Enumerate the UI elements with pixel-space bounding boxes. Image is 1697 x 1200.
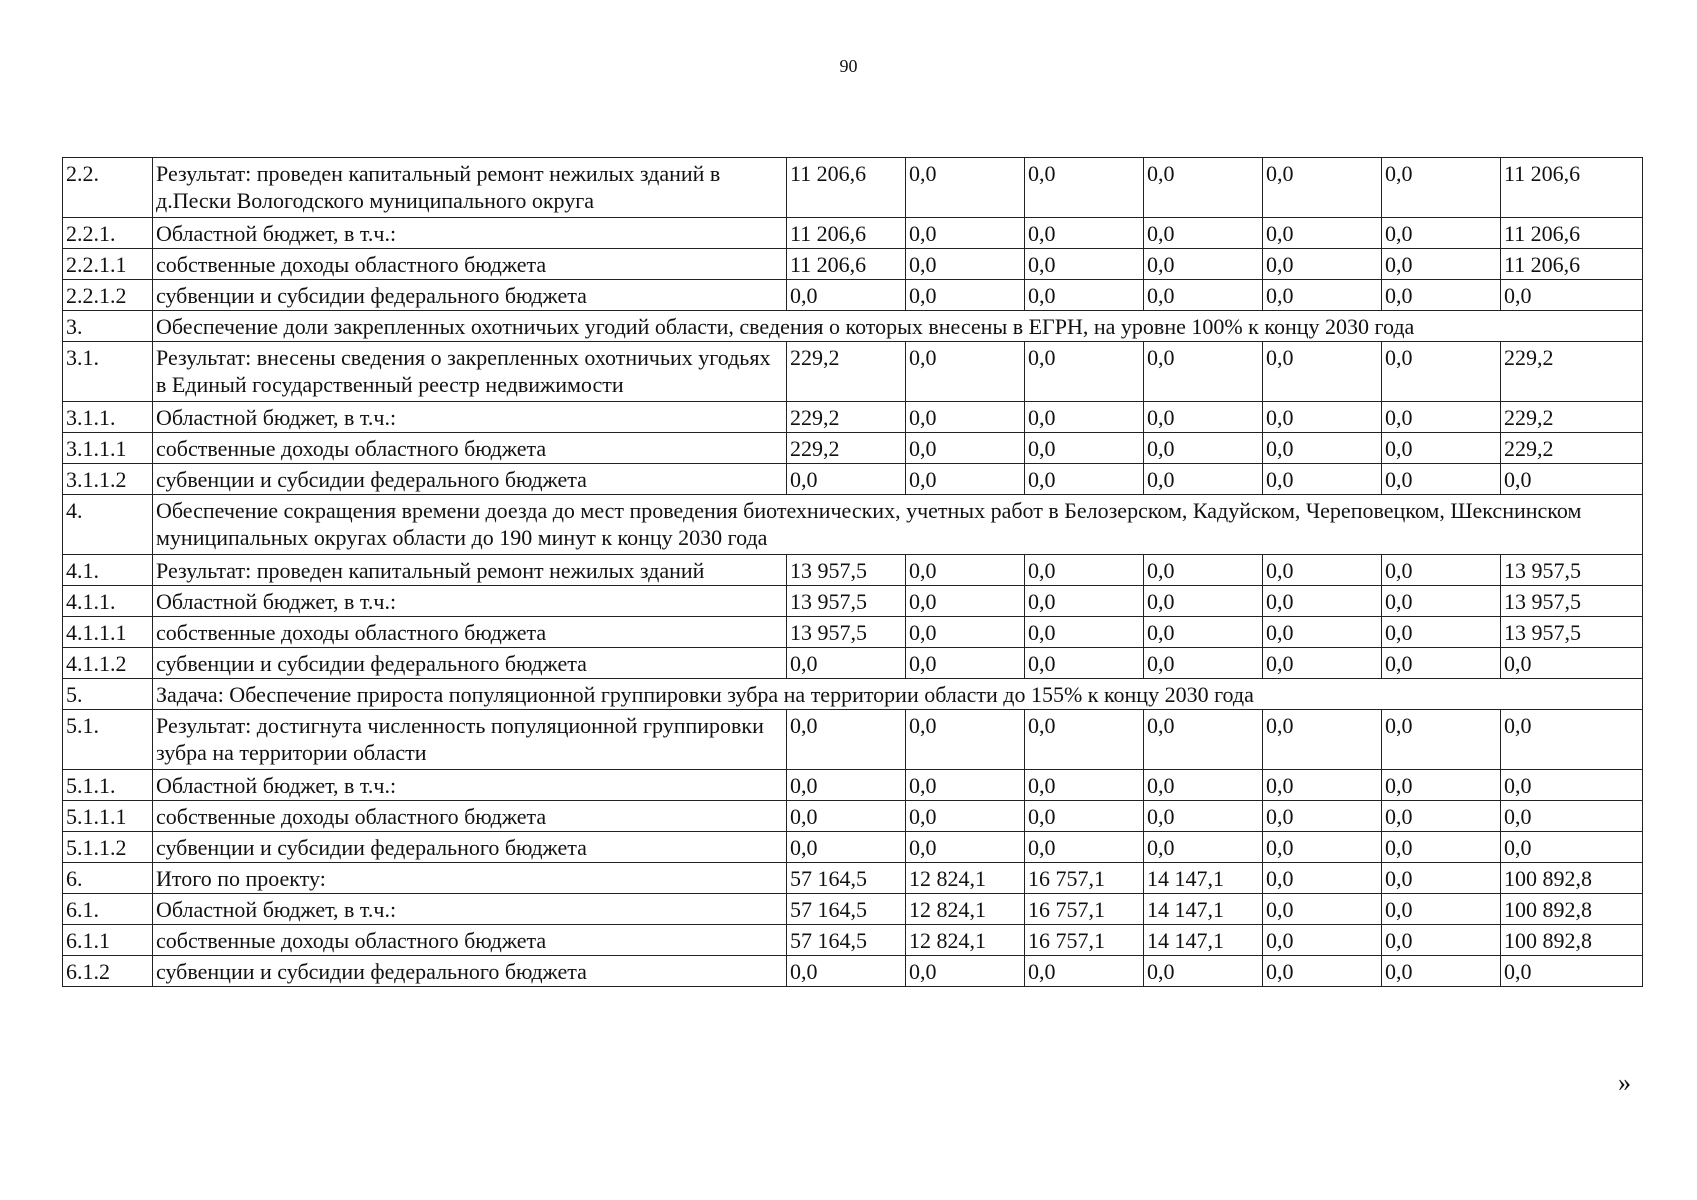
- row-total-value: 100 892,8: [1501, 894, 1643, 925]
- row-code: 2.2.: [63, 158, 153, 218]
- row-code: 4.1.: [63, 555, 153, 586]
- row-total-value: 229,2: [1501, 402, 1643, 433]
- row-value: 0,0: [906, 402, 1025, 433]
- row-value: 0,0: [906, 648, 1025, 679]
- row-value: 0,0: [1382, 218, 1501, 249]
- row-value: 0,0: [906, 586, 1025, 617]
- row-value: 0,0: [1382, 894, 1501, 925]
- row-value: 0,0: [1263, 863, 1382, 894]
- row-label: субвенции и субсидии федерального бюджета: [153, 464, 787, 495]
- row-label: Областной бюджет, в т.ч.:: [153, 770, 787, 801]
- row-value: 0,0: [1263, 402, 1382, 433]
- row-value: 0,0: [906, 280, 1025, 311]
- row-value: 0,0: [906, 801, 1025, 832]
- row-value: 0,0: [1382, 710, 1501, 770]
- row-code: 3.1.: [63, 342, 153, 402]
- table-row: [63, 925, 1643, 956]
- row-label: Областной бюджет, в т.ч.:: [153, 402, 787, 433]
- row-value: 0,0: [906, 710, 1025, 770]
- row-value: 0,0: [1263, 342, 1382, 402]
- row-value: 0,0: [787, 801, 906, 832]
- row-value: 13 957,5: [787, 586, 906, 617]
- row-value: 12 824,1: [906, 925, 1025, 956]
- row-label: Областной бюджет, в т.ч.:: [153, 586, 787, 617]
- row-value: 0,0: [1144, 433, 1263, 464]
- table-body: [63, 158, 1643, 987]
- table-row: [63, 586, 1643, 617]
- row-code: 3.1.1.2: [63, 464, 153, 495]
- row-value: 11 206,6: [787, 218, 906, 249]
- row-total-value: 100 892,8: [1501, 925, 1643, 956]
- row-code: 3.: [63, 311, 153, 342]
- row-label: собственные доходы областного бюджета: [153, 249, 787, 280]
- row-total-value: 0,0: [1501, 648, 1643, 679]
- row-code: 3.1.1.1: [63, 433, 153, 464]
- table-row: [63, 894, 1643, 925]
- table-row: [63, 218, 1643, 249]
- row-value: 0,0: [1144, 158, 1263, 218]
- row-value: 0,0: [906, 464, 1025, 495]
- row-value: 12 824,1: [906, 863, 1025, 894]
- row-value: 0,0: [906, 555, 1025, 586]
- row-value: 0,0: [906, 770, 1025, 801]
- table-section-row: [63, 311, 1643, 342]
- row-value: 0,0: [1382, 158, 1501, 218]
- continuation-mark: »: [1618, 1068, 1631, 1097]
- row-value: 0,0: [1144, 218, 1263, 249]
- row-label: Обеспечение сокращения времени доезда до мест проведения биотехнических, учетных работ в Белозерском, Кадуйском, Череповецком, Шекснинском муниципальных округах области до 190 минут к концу 2030 года: [153, 495, 1643, 555]
- row-value: 0,0: [1025, 218, 1144, 249]
- row-total-value: 13 957,5: [1501, 586, 1643, 617]
- table-row: [63, 280, 1643, 311]
- row-value: 0,0: [1263, 801, 1382, 832]
- row-total-value: 13 957,5: [1501, 555, 1643, 586]
- row-code: 6.1.2: [63, 956, 153, 987]
- row-value: 0,0: [1382, 832, 1501, 863]
- row-code: 4.1.1.1: [63, 617, 153, 648]
- row-label: Областной бюджет, в т.ч.:: [153, 218, 787, 249]
- row-code: 5.1.1.: [63, 770, 153, 801]
- row-value: 0,0: [787, 956, 906, 987]
- row-value: 0,0: [1144, 342, 1263, 402]
- row-value: 0,0: [1382, 617, 1501, 648]
- row-value: 0,0: [906, 218, 1025, 249]
- row-value: 0,0: [1025, 342, 1144, 402]
- row-code: 2.2.1.2: [63, 280, 153, 311]
- row-value: 0,0: [1382, 863, 1501, 894]
- row-total-value: 0,0: [1501, 280, 1643, 311]
- row-label: собственные доходы областного бюджета: [153, 433, 787, 464]
- row-value: 0,0: [1263, 956, 1382, 987]
- row-code: 5.: [63, 679, 153, 710]
- table-row: [63, 770, 1643, 801]
- row-code: 5.1.1.1: [63, 801, 153, 832]
- row-total-value: 0,0: [1501, 710, 1643, 770]
- row-label: субвенции и субсидии федерального бюджета: [153, 280, 787, 311]
- row-value: 0,0: [1382, 770, 1501, 801]
- table-row: [63, 158, 1643, 218]
- row-value: 13 957,5: [787, 617, 906, 648]
- row-code: 4.: [63, 495, 153, 555]
- row-value: 0,0: [1144, 770, 1263, 801]
- row-value: 0,0: [1382, 801, 1501, 832]
- row-value: 0,0: [1382, 402, 1501, 433]
- row-code: 3.1.1.: [63, 402, 153, 433]
- row-value: 0,0: [1025, 464, 1144, 495]
- row-value: 0,0: [1025, 710, 1144, 770]
- row-value: 0,0: [1144, 586, 1263, 617]
- row-value: 0,0: [1144, 249, 1263, 280]
- row-value: 0,0: [1144, 956, 1263, 987]
- row-label: Областной бюджет, в т.ч.:: [153, 894, 787, 925]
- row-value: 16 757,1: [1025, 894, 1144, 925]
- row-value: 0,0: [787, 832, 906, 863]
- row-label: субвенции и субсидии федерального бюджета: [153, 648, 787, 679]
- row-value: 57 164,5: [787, 925, 906, 956]
- row-value: 0,0: [1025, 158, 1144, 218]
- row-value: 0,0: [1382, 433, 1501, 464]
- row-value: 0,0: [1263, 894, 1382, 925]
- table-row: [63, 464, 1643, 495]
- row-value: 0,0: [1025, 555, 1144, 586]
- row-value: 0,0: [1382, 586, 1501, 617]
- row-total-value: 11 206,6: [1501, 218, 1643, 249]
- table-row: [63, 801, 1643, 832]
- row-label: субвенции и субсидии федерального бюджета: [153, 832, 787, 863]
- table-row: [63, 956, 1643, 987]
- row-value: 0,0: [1263, 158, 1382, 218]
- row-value: 14 147,1: [1144, 925, 1263, 956]
- row-label: Результат: достигнута численность популяционной группировки зубра на территории области: [153, 710, 787, 770]
- row-code: 2.2.1.1: [63, 249, 153, 280]
- row-value: 0,0: [1263, 710, 1382, 770]
- row-total-value: 0,0: [1501, 832, 1643, 863]
- row-total-value: 11 206,6: [1501, 158, 1643, 218]
- row-value: 0,0: [1263, 249, 1382, 280]
- row-value: 0,0: [906, 342, 1025, 402]
- row-value: 0,0: [1263, 586, 1382, 617]
- row-value: 0,0: [787, 280, 906, 311]
- row-value: 0,0: [787, 464, 906, 495]
- row-value: 0,0: [906, 956, 1025, 987]
- table-section-row: [63, 495, 1643, 555]
- row-value: 0,0: [1025, 832, 1144, 863]
- row-value: 12 824,1: [906, 894, 1025, 925]
- row-value: 0,0: [1025, 249, 1144, 280]
- row-value: 0,0: [1025, 280, 1144, 311]
- row-label: субвенции и субсидии федерального бюджета: [153, 956, 787, 987]
- row-value: 0,0: [1263, 433, 1382, 464]
- row-label: Задача: Обеспечение прироста популяционной группировки зубра на территории области до 155% к концу 2030 года: [153, 679, 1643, 710]
- row-value: 14 147,1: [1144, 894, 1263, 925]
- row-value: 0,0: [1025, 770, 1144, 801]
- row-code: 5.1.1.2: [63, 832, 153, 863]
- row-value: 0,0: [1263, 555, 1382, 586]
- row-value: 0,0: [1144, 801, 1263, 832]
- row-total-value: 13 957,5: [1501, 617, 1643, 648]
- table-row: [63, 555, 1643, 586]
- row-total-value: 11 206,6: [1501, 249, 1643, 280]
- table-row: [63, 710, 1643, 770]
- row-value: 11 206,6: [787, 158, 906, 218]
- row-label: Обеспечение доли закрепленных охотничьих угодий области, сведения о которых внесены в ЕГРН, на уровне 100% к концу 2030 года: [153, 311, 1643, 342]
- row-value: 0,0: [1144, 832, 1263, 863]
- table-row: [63, 648, 1643, 679]
- row-value: 0,0: [1382, 249, 1501, 280]
- budget-table: [62, 157, 1643, 987]
- row-value: 0,0: [1263, 770, 1382, 801]
- row-value: 0,0: [1144, 555, 1263, 586]
- table-section-row: [63, 679, 1643, 710]
- row-value: 0,0: [1144, 710, 1263, 770]
- row-value: 0,0: [787, 770, 906, 801]
- row-code: 6.1.: [63, 894, 153, 925]
- row-value: 229,2: [787, 342, 906, 402]
- table-row: [63, 863, 1643, 894]
- row-value: 0,0: [1263, 280, 1382, 311]
- row-value: 0,0: [1025, 648, 1144, 679]
- table-row: [63, 342, 1643, 402]
- row-code: 6.: [63, 863, 153, 894]
- row-label: Результат: проведен капитальный ремонт нежилых зданий: [153, 555, 787, 586]
- row-value: 229,2: [787, 433, 906, 464]
- row-value: 229,2: [787, 402, 906, 433]
- row-value: 0,0: [787, 710, 906, 770]
- row-value: 0,0: [1382, 925, 1501, 956]
- row-value: 0,0: [1144, 280, 1263, 311]
- row-total-value: 0,0: [1501, 956, 1643, 987]
- table-row: [63, 433, 1643, 464]
- row-value: 0,0: [1382, 555, 1501, 586]
- table-row: [63, 832, 1643, 863]
- row-label: Итого по проекту:: [153, 863, 787, 894]
- row-value: 0,0: [1382, 464, 1501, 495]
- row-value: 0,0: [1025, 586, 1144, 617]
- row-value: 0,0: [906, 832, 1025, 863]
- row-total-value: 229,2: [1501, 433, 1643, 464]
- row-code: 4.1.1.: [63, 586, 153, 617]
- page-number: 90: [839, 56, 858, 76]
- table-row: [63, 249, 1643, 280]
- row-value: 0,0: [1263, 617, 1382, 648]
- row-value: 57 164,5: [787, 894, 906, 925]
- row-value: 13 957,5: [787, 555, 906, 586]
- row-value: 0,0: [1382, 956, 1501, 987]
- row-label: собственные доходы областного бюджета: [153, 801, 787, 832]
- row-value: 0,0: [1025, 402, 1144, 433]
- row-value: 16 757,1: [1025, 863, 1144, 894]
- row-value: 0,0: [1144, 402, 1263, 433]
- row-value: 0,0: [1382, 648, 1501, 679]
- row-total-value: 0,0: [1501, 801, 1643, 832]
- row-value: 0,0: [1025, 617, 1144, 648]
- row-value: 57 164,5: [787, 863, 906, 894]
- row-value: 0,0: [1144, 464, 1263, 495]
- row-label: собственные доходы областного бюджета: [153, 925, 787, 956]
- row-value: 0,0: [1263, 464, 1382, 495]
- row-value: 0,0: [1144, 648, 1263, 679]
- row-code: 4.1.1.2: [63, 648, 153, 679]
- row-value: 16 757,1: [1025, 925, 1144, 956]
- row-code: 2.2.1.: [63, 218, 153, 249]
- row-value: 14 147,1: [1144, 863, 1263, 894]
- row-value: 0,0: [1025, 801, 1144, 832]
- table-row: [63, 402, 1643, 433]
- row-value: 0,0: [1382, 280, 1501, 311]
- row-total-value: 229,2: [1501, 342, 1643, 402]
- row-value: 0,0: [906, 249, 1025, 280]
- row-label: Результат: проведен капитальный ремонт нежилых зданий в д.Пески Вологодского муниципального округа: [153, 158, 787, 218]
- row-value: 0,0: [1382, 342, 1501, 402]
- row-value: 0,0: [1144, 617, 1263, 648]
- row-value: 11 206,6: [787, 249, 906, 280]
- row-label: собственные доходы областного бюджета: [153, 617, 787, 648]
- row-value: 0,0: [1025, 956, 1144, 987]
- row-value: 0,0: [1263, 925, 1382, 956]
- row-value: 0,0: [1263, 832, 1382, 863]
- row-label: Результат: внесены сведения о закрепленных охотничьих угодьях в Единый государственный реестр недвижимости: [153, 342, 787, 402]
- row-value: 0,0: [1263, 648, 1382, 679]
- row-value: 0,0: [906, 158, 1025, 218]
- table-row: [63, 617, 1643, 648]
- row-code: 6.1.1: [63, 925, 153, 956]
- row-code: 5.1.: [63, 710, 153, 770]
- row-value: 0,0: [906, 433, 1025, 464]
- row-total-value: 0,0: [1501, 770, 1643, 801]
- row-value: 0,0: [906, 617, 1025, 648]
- row-total-value: 0,0: [1501, 464, 1643, 495]
- row-value: 0,0: [1263, 218, 1382, 249]
- row-value: 0,0: [787, 648, 906, 679]
- row-total-value: 100 892,8: [1501, 863, 1643, 894]
- row-value: 0,0: [1025, 433, 1144, 464]
